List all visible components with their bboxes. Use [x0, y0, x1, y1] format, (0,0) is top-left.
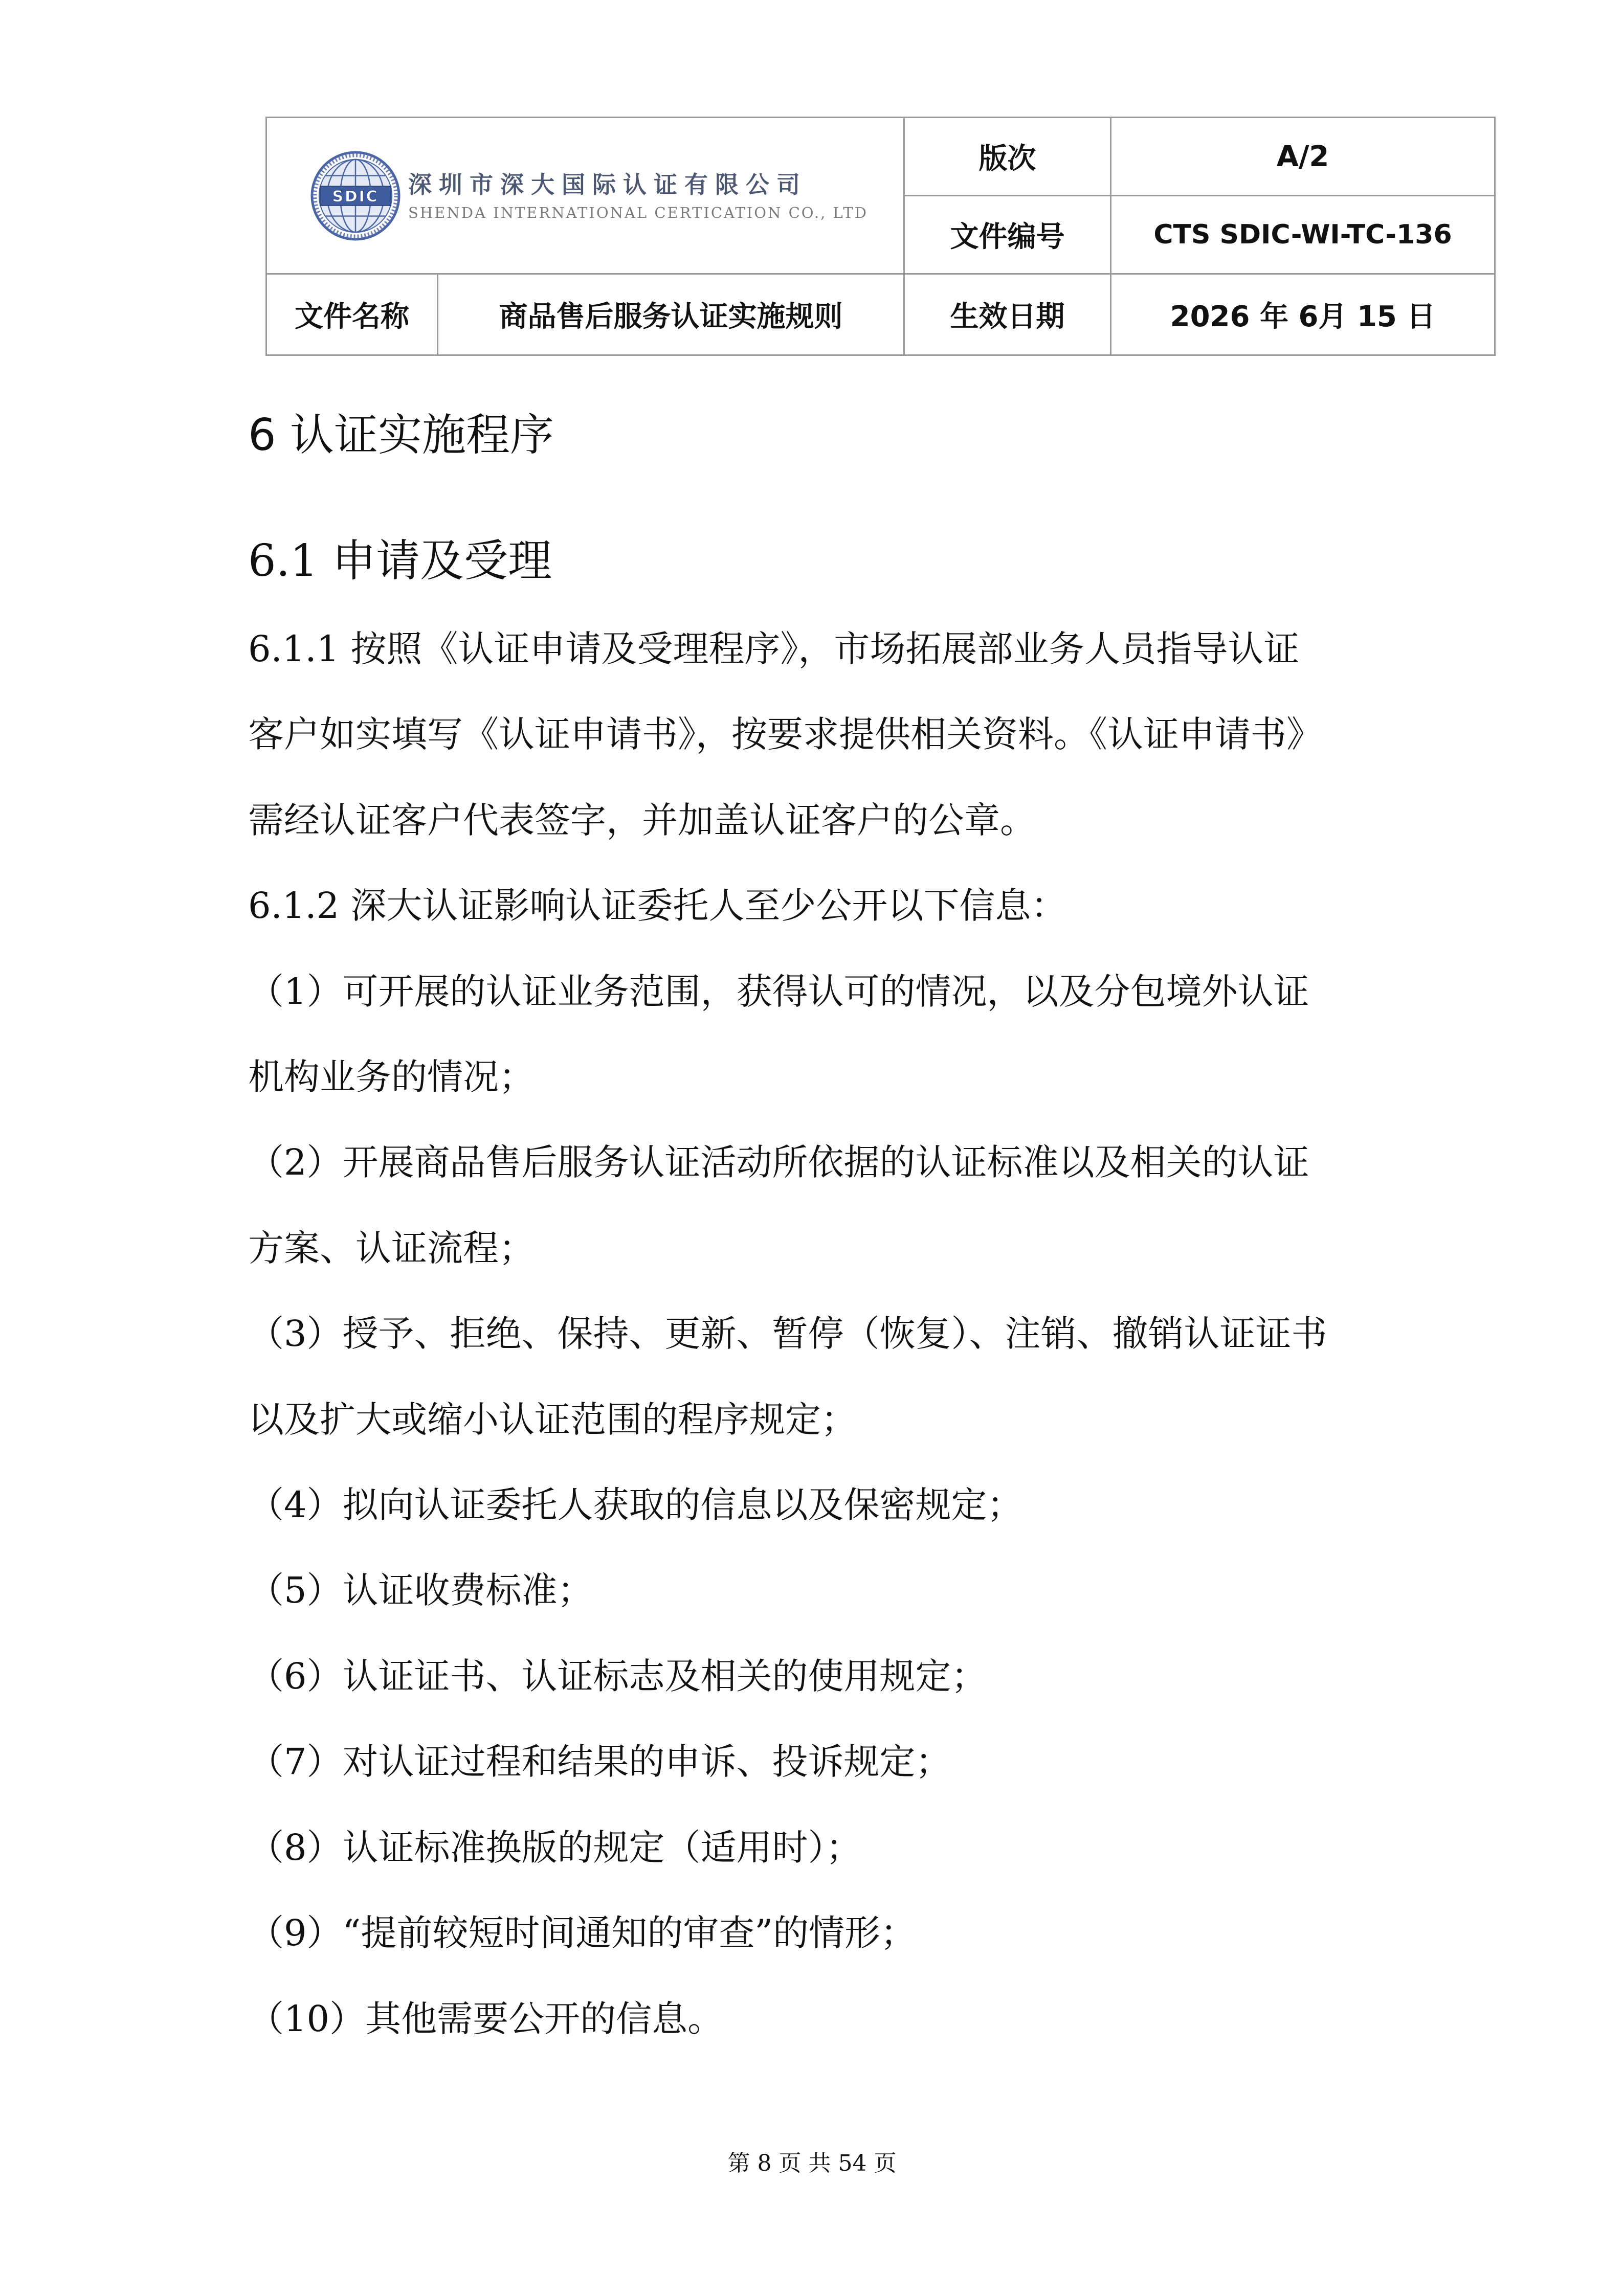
body-content	[248, 606, 1327, 2062]
logo-cell	[266, 118, 904, 274]
list-item-2	[248, 1120, 1327, 1291]
doc-name-label: 文件名称	[266, 274, 438, 355]
text-line: （8）认证标准换版的规定（适用时）；	[248, 1826, 862, 1869]
text-line: （10）其他需要公开的信息。	[248, 1997, 724, 2040]
text-line: （3）授予、拒绝、保持、更新、暂停（恢复）、注销、撤销认证证书	[248, 1313, 1327, 1355]
list-item-7	[248, 1719, 1327, 1805]
list-item-9	[248, 1890, 1327, 1976]
doc-number-value: CTS SDIC-WI-TC-136	[1111, 196, 1495, 274]
list-item-6	[248, 1634, 1327, 1719]
subsection-heading: 6.1 申请及受理	[248, 535, 552, 587]
doc-name-value: 商品售后服务认证实施规则	[438, 274, 904, 355]
list-item-10	[248, 1976, 1327, 2062]
text-line: 以及扩大或缩小认证范围的程序规定；	[248, 1398, 857, 1440]
sdic-logo-icon	[310, 150, 401, 241]
company-name-cn: 深圳市深大国际认证有限公司	[408, 170, 807, 198]
list-item-1	[248, 949, 1327, 1120]
company-logo	[267, 150, 903, 241]
text-line: 客户如实填写《认证申请书》，按要求提供相关资料。《认证申请书》	[248, 713, 1322, 756]
header-row-doc-name	[266, 274, 1495, 355]
document-header-table	[265, 117, 1496, 356]
text-line: （9）“提前较短时间通知的审查”的情形；	[248, 1912, 917, 1954]
company-name-en: SHENDA INTERNATIONAL CERTICATION CO., LTD	[408, 204, 868, 221]
page-number-footer: 第 8 页 共 54 页	[727, 2150, 897, 2176]
text-line: （1）可开展的认证业务范围，获得认可的情况，以及分包境外认证	[248, 970, 1309, 1012]
effective-date-label: 生效日期	[904, 274, 1111, 355]
paragraph-6-1-1	[248, 606, 1327, 863]
version-value: A/2	[1111, 118, 1495, 196]
text-line: （6）认证证书、认证标志及相关的使用规定；	[248, 1655, 987, 1697]
section-heading: 6 认证实施程序	[248, 410, 554, 461]
effective-date-value: 2026 年 6月 15 日	[1111, 274, 1495, 355]
header-row-version	[266, 118, 1495, 196]
list-item-4	[248, 1462, 1327, 1548]
paragraph-6-1-2	[248, 863, 1327, 949]
text-line: （7）对认证过程和结果的申诉、投诉规定；	[248, 1741, 951, 1783]
text-line: （5）认证收费标准；	[248, 1569, 593, 1612]
doc-number-label: 文件编号	[904, 196, 1111, 274]
version-label: 版次	[904, 118, 1111, 196]
text-line: （4）拟向认证委托人获取的信息以及保密规定；	[248, 1484, 1023, 1526]
list-item-8	[248, 1805, 1327, 1890]
company-name-block	[408, 168, 868, 224]
logo-mark-text: SDIC	[332, 187, 379, 205]
text-line: 6.1.2 深大认证影响认证委托人至少公开以下信息：	[248, 885, 1067, 927]
text-line: 方案、认证流程；	[248, 1227, 535, 1269]
list-item-3	[248, 1291, 1327, 1462]
list-item-5	[248, 1548, 1327, 1633]
text-line: 6.1.1 按照《认证申请及受理程序》，市场拓展部业务人员指导认证	[248, 628, 1300, 670]
text-line: 机构业务的情况；	[248, 1056, 535, 1098]
text-line: 需经认证客户代表签字，并加盖认证客户的公章。	[248, 799, 1036, 841]
text-line: （2）开展商品售后服务认证活动所依据的认证标准以及相关的认证	[248, 1141, 1309, 1184]
